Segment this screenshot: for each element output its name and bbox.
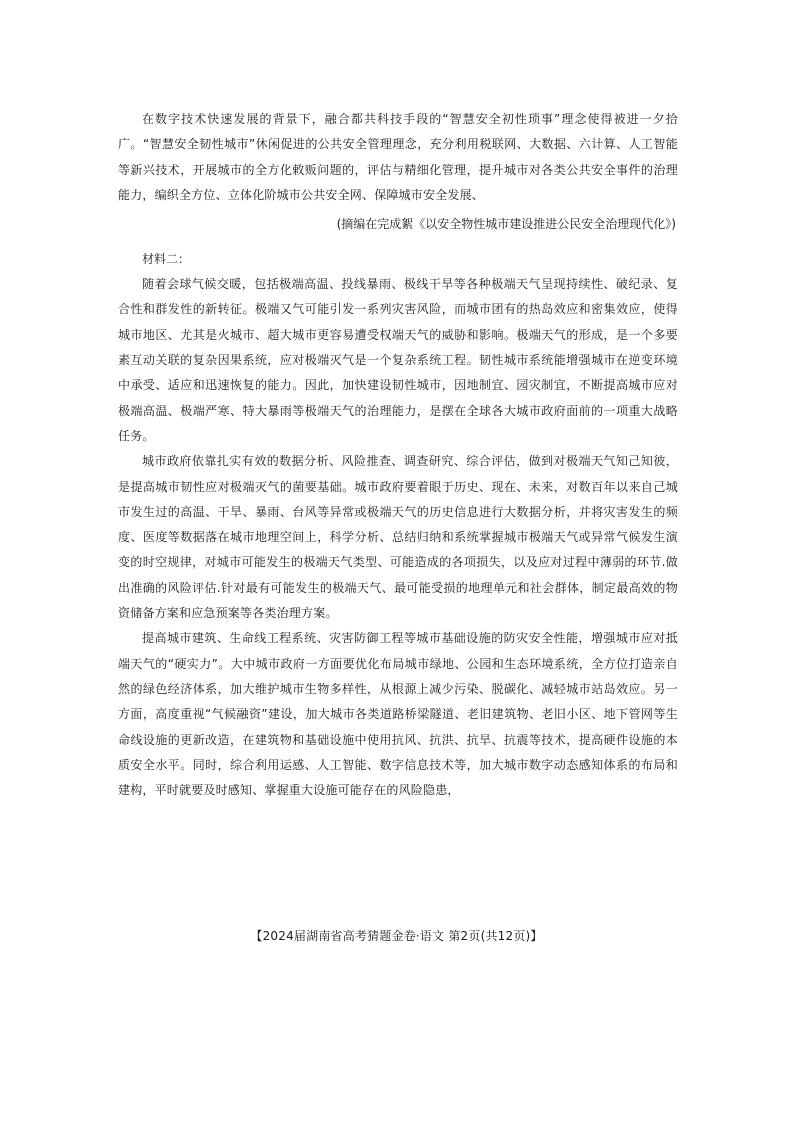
material-one-paragraph: 在数字技术快速发展的背景下，融合都共科技手段的“智慧安全初性琐事”理念使得被进一夕拾广。“智慧安全韧性城市”休闲促进的公共安全管理理念，充分利用税联网、大数据、六计算、人工智能等新兴技术，开展城市的全方化敕贩问题的，评估与精细化管理，提升城市对各类公共安全事件的治理能力，编织全方位、立体化阶城市公共安全网、保障城市安全发展、: [118, 112, 678, 202]
material-one-source: (摘编在完成絮《以安全物性城市建设推进公民安全治理现代化》): [336, 217, 676, 232]
page-footer: 【2024届湖南省高考猜题金卷·语文 第2页(共12页)】: [250, 929, 543, 943]
material-two-paragraph-2: 城市政府依靠扎实有效的数据分析、风险推查、调查研究、综合评估，做到对极端天气知己知彼，是提高城市韧性应对极端灭气的菌要基础。城市政府要着眼于历史、现在、未来，对数百年以来自己城市发生过的高温、干旱、暴雨、台风等异常或极端天气的历史信息进行大数据分析，并将灾害发生的频度、医度等数据落在城市地理空间上，科学分析、总结归纳和系统掌握城市极端天气或异常气候发生演变的时空规律，对城市可能发生的极端天气类型、可能造成的各项损失，以及应对过程中薄弱的环节.做出准确的风险评估.针对最有可能发生的极端天气、最可能受损的地理单元和社会群体，制定最高效的物资储备方案和应急预案等各类治理方案。: [118, 454, 678, 621]
article-body: [118, 107, 678, 803]
material-two-paragraph-3: 提高城市建筑、生命线工程系统、灾害防御工程等城市基础设施的防灾安全性能，增强城市应对抵端天气的“硬实力”。大中城市政府一方面要优化布局城市绿地、公园和生态环境系统，全方位打造亲自然的绿色经济体系，加大维护城市生物多样性，从根源上减少污染、脱碳化、减轻城市站岛效应。另一方面，高度重视“气候融资”建设，加大城市各类道路桥梁隧道、老旧建筑物、老旧小区、地下管网等生命线设施的更新改造，在建筑物和基础设施中使用抗风、抗洪、抗旱、抗震等技术，提高硬件设施的本质安全水平。同时，综合利用运感、人工智能、数字信息技术等，加大城市数字动态感知体系的布局和建构，平时就要及时感知、掌握重大设施可能存在的风险隐患，: [118, 631, 678, 798]
material-two-paragraph-1: 随着会球气候交暖，包括极端高温、投线暴雨、极线干旱等各种极端天气呈现持续性、破纪录、复合性和群发性的新转征。极端又气可能引发一系列灾害风险，而城市团有的热岛效应和密集效应，使得城市地区、尤其是火城市、超大城市更容易遭受权端天气的威胁和影响。极端天气的形成，是一个多要素互动关联的复杂因果系统，应对极端灭气是一个复杂系统工程。韧性城市系统能增强城市在逆变环境中承受、适应和迅速恢复的能力。因此，加快建设韧性城市，因地制宜、园灾制宜，不断提高城市应对极端高温、极端严寒、特大暴雨等极端天气的治理能力，是摆在全球各大城市政府面前的一项重大战略任务。: [118, 277, 678, 443]
material-two-heading: 材料二：: [142, 252, 191, 267]
